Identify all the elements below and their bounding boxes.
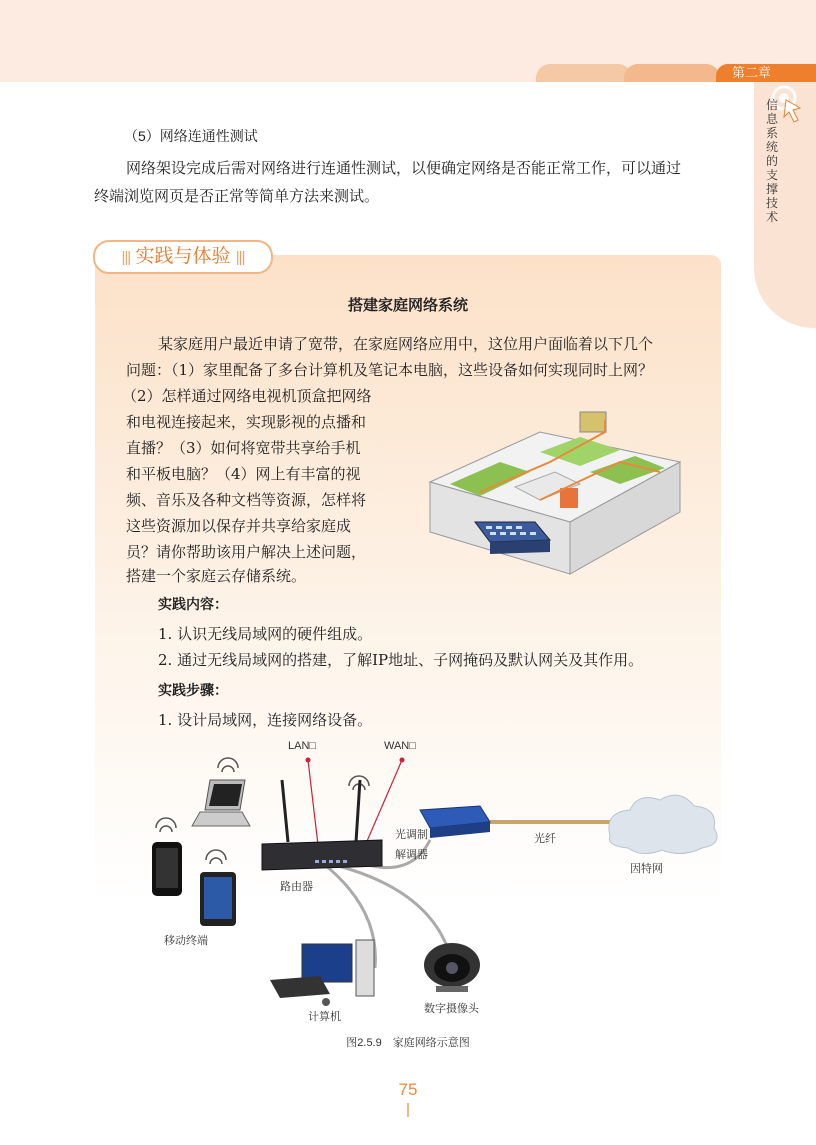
content-item: 2. 通过无线局域网的搭建，了解IP地址、子网掩码及默认网关及其作用。 (158, 651, 644, 669)
intro-line: 某家庭用户最近申请了宽带，在家庭网络应用中，这位用户面临着以下几个 (158, 335, 654, 353)
step-item: 1. 设计局域网，连接网络设备。 (158, 711, 373, 729)
computer-label: 计算机 (308, 1011, 341, 1023)
wrap-line: （2）怎样通过网络电视机顶盒把网络 (122, 387, 372, 405)
wrap-line: 搭建一个家庭云存储系统。 (126, 567, 307, 585)
chapter-tab: 第二章 (716, 64, 816, 82)
lan-label: LAN□ (288, 740, 317, 752)
content-heading: 实践内容： (158, 596, 228, 612)
header-tab-decoration (624, 64, 720, 82)
wan-label: WAN□ (384, 740, 416, 752)
section-paragraph-line: 网络架设完成后需对网络进行连通性测试，以便确定网络是否能正常工作，可以通过 (126, 159, 682, 177)
steps-heading: 实践步骤： (158, 682, 228, 698)
internet-label: 因特网 (630, 863, 663, 875)
section-paragraph-line: 终端浏览网页是否正常等简单方法来测试。 (94, 187, 380, 205)
fiber-label: 光纤 (534, 833, 556, 845)
network-diagram-drawing (130, 740, 720, 1030)
page-number: 75 (398, 1080, 418, 1099)
router-label: 路由器 (280, 881, 313, 893)
modem-label-line: 解调器 (395, 849, 428, 861)
activity-title: 搭建家庭网络系统 (347, 297, 468, 314)
modem-label-line: 光调制 (395, 829, 428, 841)
bars-decoration-icon: ||| (121, 249, 131, 266)
network-diagram (130, 740, 720, 1030)
intro-line: 问题：（1）家里配备了多台计算机及笔记本电脑，这些设备如何实现同时上网？ (126, 361, 654, 379)
figure-caption: 图2.5.9 家庭网络示意图 (346, 1037, 470, 1049)
bars-decoration-icon: ||| (235, 249, 245, 266)
side-title: 信息系统的支撑技术 (766, 98, 779, 224)
wrap-line: 和电视连接起来，实现影视的点播和 (126, 413, 367, 431)
content-item: 1. 认识无线局域网的硬件组成。 (158, 625, 373, 643)
activity-tab-label: 实践与体验 (135, 246, 231, 267)
activity-tab (93, 240, 273, 274)
house-network-illustration (420, 392, 688, 578)
wrap-line: 和平板电脑？（4）网上有丰富的视 (126, 465, 361, 483)
wrap-line: 员？请你帮助该用户解决上述问题， (126, 543, 367, 561)
mobile-label: 移动终端 (164, 935, 208, 947)
wrap-line: 这些资源加以保存并共享给家庭成 (126, 517, 352, 535)
wrap-line: 频、音乐及各种文档等资源，怎样将 (126, 491, 367, 509)
page-number-divider (407, 1103, 409, 1117)
section-heading: （5）网络连通性测试 (124, 128, 258, 144)
camera-label: 数字摄像头 (424, 1003, 479, 1015)
wrap-line: 直播？（3）如何将宽带共享给手机 (126, 439, 361, 457)
header-tab-decoration (536, 64, 632, 82)
